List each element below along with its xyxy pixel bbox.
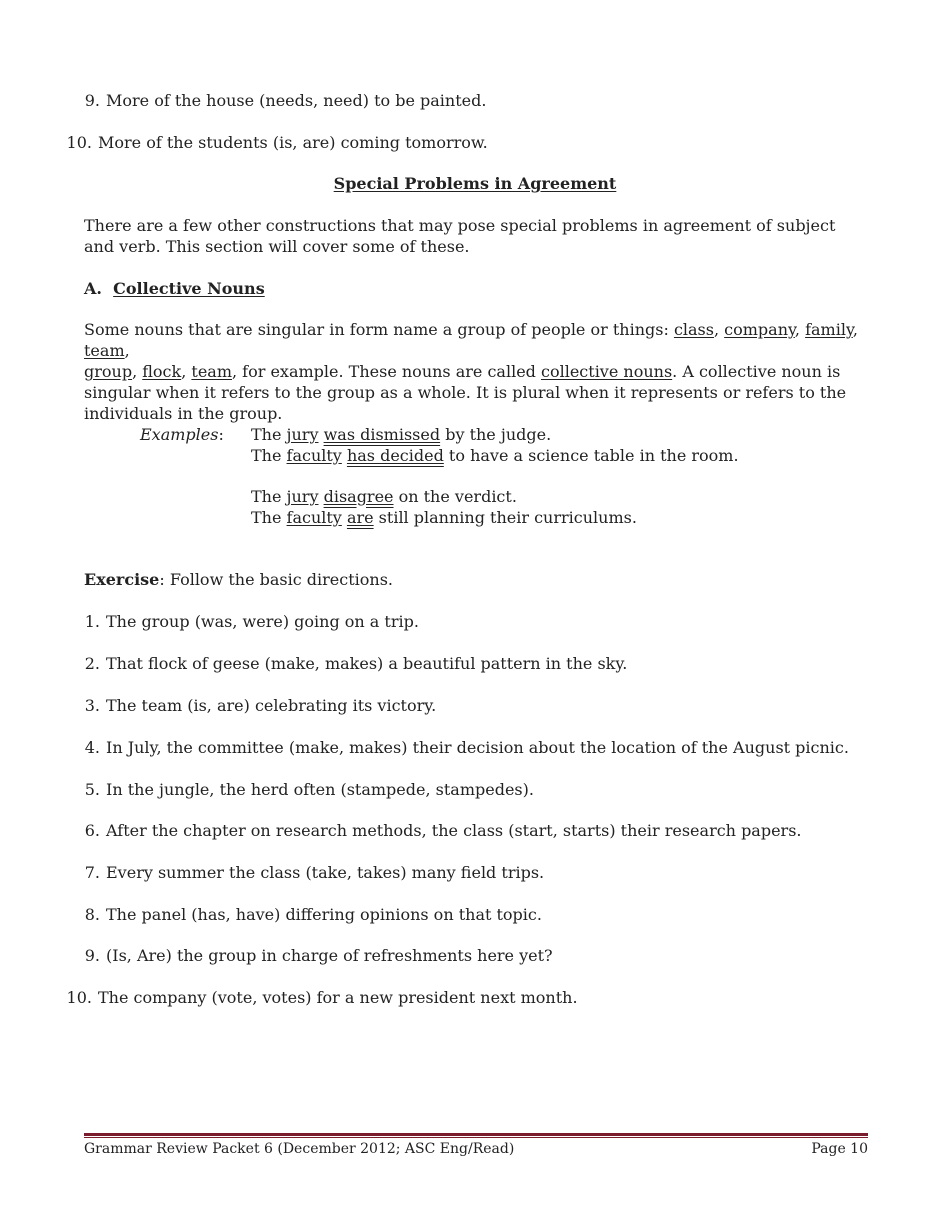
footer-title: Grammar Review Packet 6 (December 2012; ASC Eng/Read) [84, 1141, 515, 1157]
term: class [673, 320, 714, 339]
list-item: 6. After the chapter on research methods, the class (start, starts) their research papers. [84, 821, 802, 840]
term: family [805, 320, 853, 339]
subsection-letter: A. [84, 279, 102, 298]
example-verb: has decided [346, 446, 444, 465]
term: flock [142, 362, 182, 381]
example-subject: faculty [286, 446, 342, 465]
example-subject: jury [286, 425, 319, 444]
list-item: 8. The panel (has, have) differing opinions on that topic. [84, 905, 542, 924]
list-item [78, 90, 486, 111]
term: company [724, 320, 795, 339]
item-text: More of the students (is, are) coming tomorrow. [98, 133, 488, 152]
example-verb: was dismissed [323, 425, 441, 444]
list-item: 10. The company (vote, votes) for a new president next month. [66, 988, 578, 1007]
example-sentence: The jury disagree on the verdict. [251, 487, 517, 506]
example-sentence: The faculty has decided to have a science table in the room. [251, 446, 739, 465]
list-item: 5. In the jungle, the herd often (stampede, stampedes). [84, 780, 534, 799]
example-subject: faculty [286, 508, 342, 527]
exercise-label: Exercise [84, 570, 160, 589]
item-number: 9. [84, 91, 100, 110]
examples-label: Examples: [140, 425, 224, 444]
list-item: 4. In July, the committee (make, makes) their decision about the location of the August picnic. [84, 738, 849, 757]
list-item: 7. Every summer the class (take, takes) many field trips. [84, 863, 545, 882]
section-title: Special Problems in Agreement [333, 174, 617, 193]
exercise-directions: Exercise: Follow the basic directions. [84, 570, 394, 589]
list-item [62, 132, 488, 153]
list-item: 9. (Is, Are) the group in charge of refreshments here yet? [84, 946, 553, 965]
collective-nouns-paragraph: Some nouns that are singular in form name a group of people or things: class, company, family, team, group, flock, team, for example. These nouns are called collective nouns. A collective noun is singular when it refers to the group as a whole. It is plural when it represents or refers to the individuals in the group. [84, 320, 858, 423]
subsection-title: Collective Nouns [113, 279, 265, 298]
subsection-heading [84, 278, 265, 299]
example-sentence: The faculty are still planning their curriculums. [251, 508, 637, 527]
item-number: 10. [66, 133, 92, 152]
term: team [84, 341, 125, 360]
intro-paragraph: There are a few other constructions that may pose special problems in agreement of subject and verb. This section will cover some of these. [84, 216, 836, 256]
term: group [84, 362, 133, 381]
item-text: More of the house (needs, need) to be painted. [106, 91, 487, 110]
example-sentence: The jury was dismissed by the judge. [251, 425, 552, 444]
list-item: 1. The group (was, were) going on a trip. [84, 612, 419, 631]
example-verb: are [346, 508, 374, 527]
example-subject: jury [286, 487, 319, 506]
term: team [191, 362, 232, 381]
list-item: 2. That flock of geese (make, makes) a beautiful pattern in the sky. [84, 654, 628, 673]
footer-rule [84, 1133, 868, 1136]
footer-rule-thin [84, 1137, 868, 1138]
term: collective nouns [541, 362, 673, 381]
list-item: 3. The team (is, are) celebrating its victory. [84, 696, 437, 715]
example-verb: disagree [323, 487, 394, 506]
page-number: Page 10 [811, 1141, 868, 1157]
